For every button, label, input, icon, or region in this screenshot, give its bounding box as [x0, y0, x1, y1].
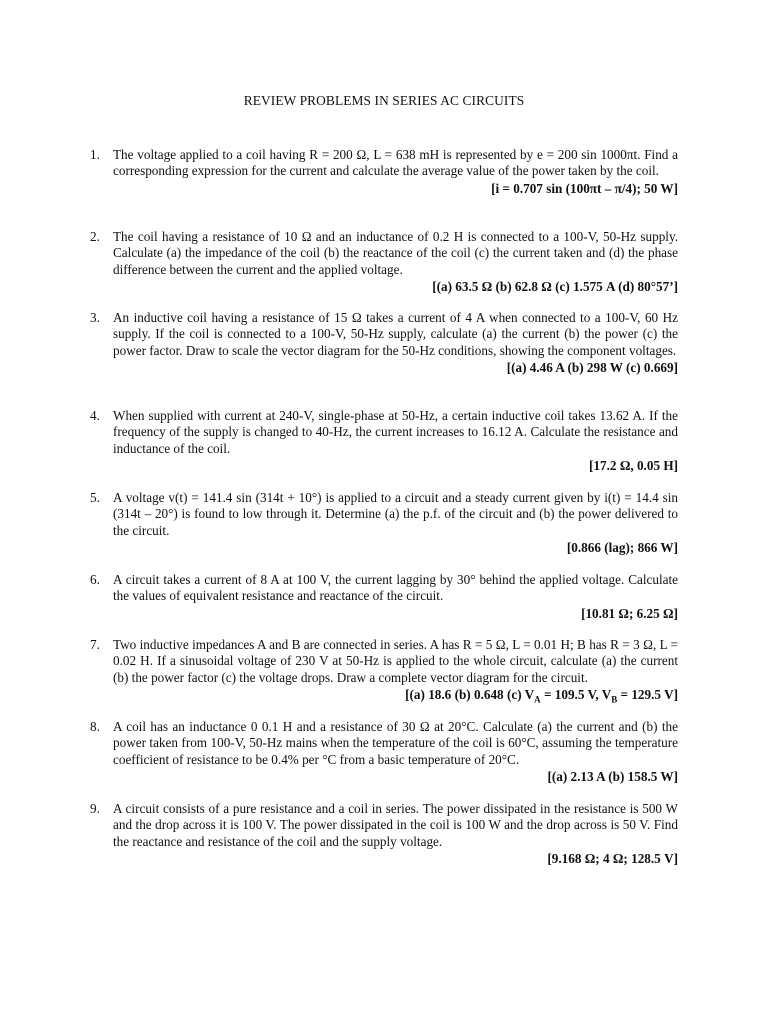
page-title: REVIEW PROBLEMS IN SERIES AC CIRCUITS	[243, 93, 525, 108]
problem-text: Two inductive impedances A and B are connected in series. A has R = 5 Ω, L = 0.01 H; B has R = 3 Ω, L = 0.02 H. If a sinusoidal voltage of 230 V at 50-Hz is applied to the whole circuit, calculate (a) the current (b) the power factor (c) the voltage drops. Draw a complete vector diagram for the circuit.	[113, 637, 678, 685]
problem-text: A coil has an inductance 0 0.1 H and a resistance of 30 Ω at 20°C. Calculate (a) the current and (b) the power taken from 100-V, 50-Hz mains when the temperature of the coil is 60°C, assuming the temperature coefficient of resistance to be 0.4% per °C from a basic temperature of 20°C.	[113, 719, 678, 767]
problem-number: 8.	[90, 719, 100, 734]
problem-number: 3.	[90, 310, 100, 325]
problem-9	[90, 801, 678, 868]
problem-answer: [(a) 63.5 Ω (b) 62.8 Ω (c) 1.575 A (d) 80°57’]	[432, 279, 678, 295]
problem-text: The coil having a resistance of 10 Ω and an inductance of 0.2 H is connected to a 100-V, 50-Hz supply. Calculate (a) the impedance of the coil (b) the reactance of the coil (c) the current taken and (d) the phase difference between the current and the applied voltage.	[113, 229, 678, 277]
problem-text: An inductive coil having a resistance of 15 Ω takes a current of 4 A when connected to a 100-V, 60 Hz supply. If the coil is connected to a 100-V, 50-Hz supply, calculate (a) the current (b) the power (c) the power factor. Draw to scale the vector diagram for the 50-Hz conditions, showing the component voltages.	[113, 310, 678, 358]
problem-number: 7.	[90, 637, 100, 652]
subscript-b: B	[611, 694, 618, 705]
problem-text: A circuit consists of a pure resistance and a coil in series. The power dissipated in the resistance is 500 W and the drop across it is 100 V. The power dissipated in the coil is 100 W and the drop across is 50 V. Find the reactance and resistance of the coil and the supply voltage.	[113, 801, 678, 849]
problem-4	[90, 408, 678, 475]
answer-prefix: [(a) 18.6 (b) 0.648 (c) V	[405, 687, 535, 703]
problem-number: 5.	[90, 490, 100, 505]
problem-answer: [0.866 (lag); 866 W]	[566, 540, 678, 556]
problem-3	[90, 310, 678, 377]
problem-text: The voltage applied to a coil having R = 200 Ω, L = 638 mH is represented by e = 200 sin 1000πt. Find a corresponding expression for the current and calculate the average value of the power taken by the coil.	[113, 147, 678, 179]
problem-text: A voltage v(t) = 141.4 sin (314t + 10°) is applied to a circuit and a steady current given by i(t) = 14.4 sin (314t – 20°) is found to low through it. Determine (a) the p.f. of the circuit and (b) the power delivered to the circuit.	[113, 490, 678, 538]
problem-answer: [(a) 2.13 A (b) 158.5 W]	[547, 769, 678, 785]
problem-answer	[90, 687, 678, 703]
problem-6	[90, 572, 678, 622]
problem-2	[90, 229, 678, 296]
problem-7	[90, 637, 678, 704]
problem-answer: [10.81 Ω; 6.25 Ω]	[581, 605, 678, 621]
problem-answer: [9.168 Ω; 4 Ω; 128.5 V]	[547, 851, 678, 867]
problem-8	[90, 719, 678, 786]
problem-answer: [i = 0.707 sin (100πt – π/4); 50 W]	[491, 180, 678, 196]
problem-number: 9.	[90, 801, 100, 816]
problem-number: 6.	[90, 572, 100, 587]
problem-5	[90, 490, 678, 557]
problem-text: When supplied with current at 240-V, single-phase at 50-Hz, a certain inductive coil takes 13.62 A. If the frequency of the supply is changed to 40-Hz, the current increases to 16.12 A. Calculate the resistance and inductance of the coil.	[113, 408, 678, 456]
answer-suffix: = 129.5 V]	[617, 687, 678, 703]
problem-answer: [(a) 4.46 A (b) 298 W (c) 0.669]	[506, 360, 678, 376]
problem-number: 1.	[90, 147, 100, 162]
answer-middle: = 109.5 V, V	[540, 687, 612, 703]
problem-number: 4.	[90, 408, 100, 423]
subscript-a: A	[534, 694, 541, 705]
problem-text: A circuit takes a current of 8 A at 100 V, the current lagging by 30° behind the applied voltage. Calculate the values of equivalent resistance and reactance of the circuit.	[113, 572, 678, 604]
problem-answer: [17.2 Ω, 0.05 H]	[589, 458, 678, 474]
problem-1	[90, 147, 678, 197]
problem-number: 2.	[90, 229, 100, 244]
